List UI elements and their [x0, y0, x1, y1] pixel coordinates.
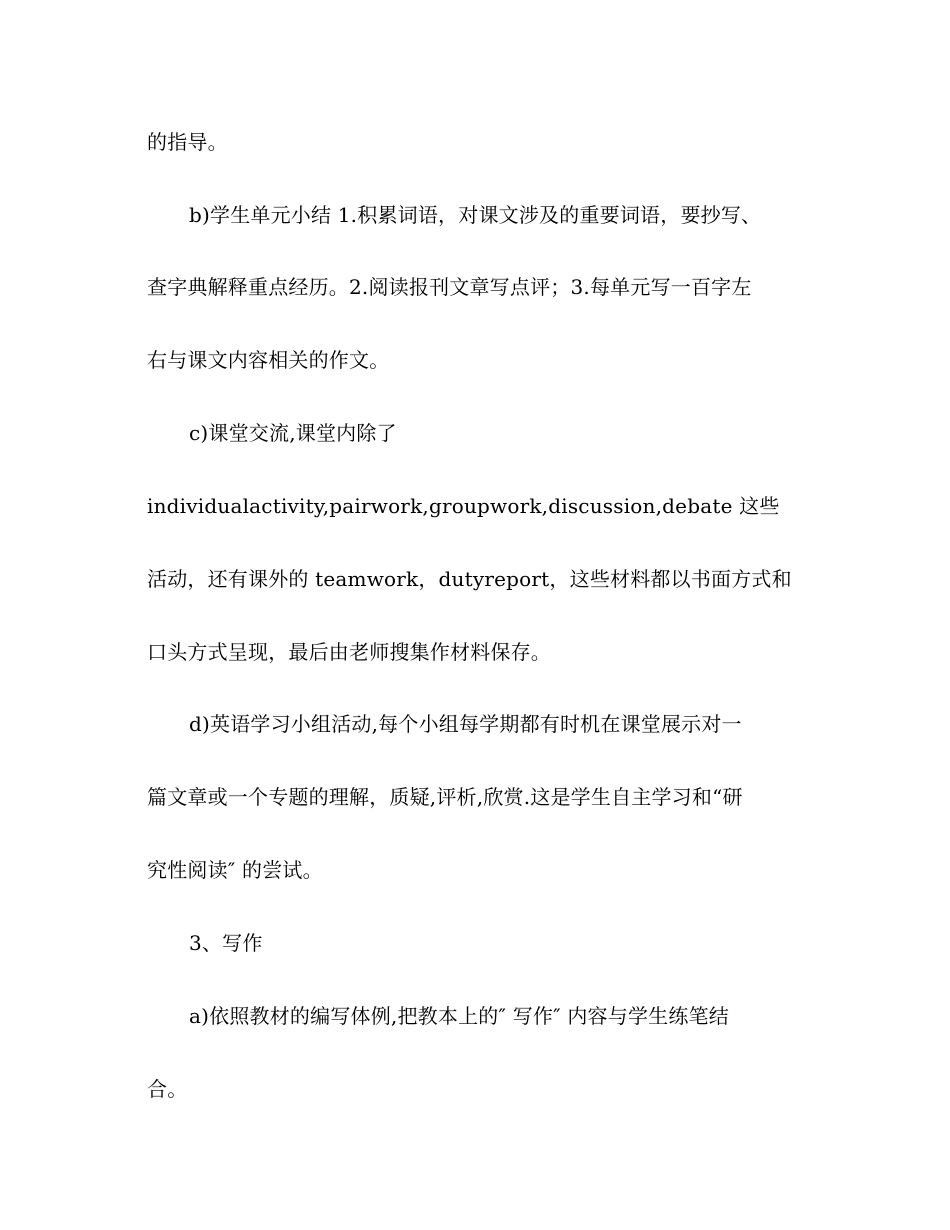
paragraph-line: d)英语学习小组活动,每个小组每学期都有时机在课堂展示对一 — [189, 712, 742, 736]
paragraph-line: 合。 — [147, 1077, 188, 1101]
paragraph-line: 的指导。 — [147, 130, 228, 154]
section-heading: 3、写作 — [189, 931, 263, 955]
paragraph-line: a)依照教材的编写体例,把教本上的″ 写作″ 内容与学生练笔结 — [189, 1004, 729, 1028]
paragraph-line: 究性阅读″ 的尝试。 — [147, 858, 323, 882]
paragraph-line: 活动，还有课外的 teamwork，dutyreport，这些材料都以书面方式和 — [147, 567, 792, 591]
paragraph-line: c)课堂交流,课堂内除了 — [189, 421, 397, 445]
paragraph-line: b)学生单元小结 1.积累词语，对课文涉及的重要词语，要抄写、 — [189, 203, 762, 227]
paragraph-line: 口头方式呈现，最后由老师搜集作材料保存。 — [147, 640, 551, 664]
paragraph-line: 右与课文内容相关的作文。 — [147, 348, 390, 372]
paragraph-line: individualactivity,pairwork,groupwork,discussion,debate 这些 — [147, 494, 780, 518]
paragraph-line: 查字典解释重点经历。2.阅读报刊文章写点评；3.每单元写一百字左 — [147, 275, 752, 299]
paragraph-line: 篇文章或一个专题的理解，质疑,评析,欣赏.这是学生自主学习和“研 — [147, 785, 743, 809]
